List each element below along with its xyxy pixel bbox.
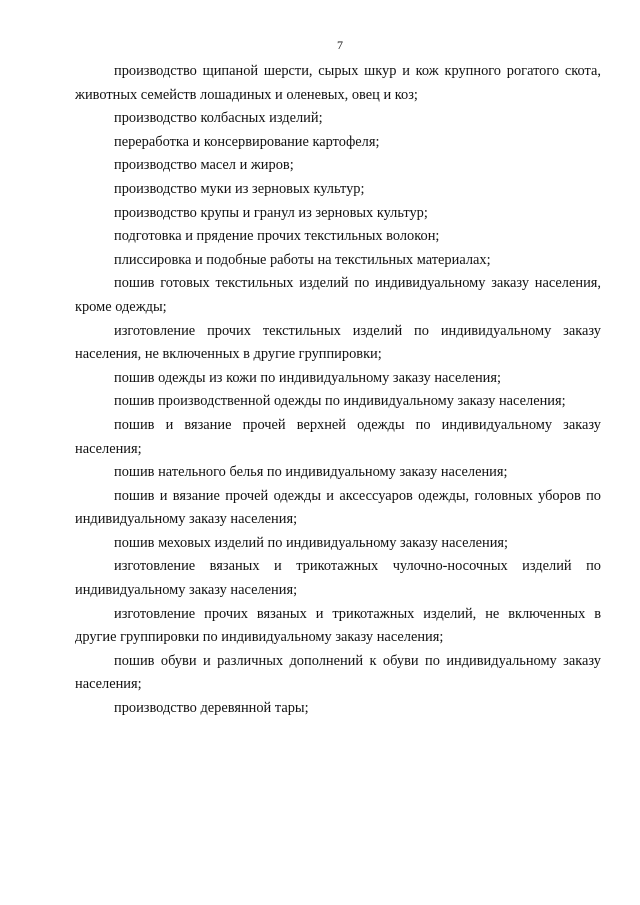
paragraph: изготовление вязаных и трикотажных чулочно-носочных изделий по индивидуальному заказу населения; [75,558,601,599]
paragraph: пошив нательного белья по индивидуальному заказу населения; [114,464,508,481]
paragraph: изготовление прочих текстильных изделий по индивидуальному заказу населения, не включенных в другие группировки; [75,322,601,363]
paragraph: подготовка и прядение прочих текстильных волокон; [114,228,440,245]
paragraph: пошив обуви и различных дополнений к обуви по индивидуальному заказу населения; [75,652,601,693]
paragraph: производство деревянной тары; [114,700,309,717]
paragraph: пошив меховых изделий по индивидуальному заказу населения; [114,534,509,551]
paragraph: изготовление прочих вязаных и трикотажных изделий, не включенных в другие группировки по индивидуальному заказу населения; [75,605,601,646]
paragraph: пошив производственной одежды по индивидуальному заказу населения; [114,393,566,410]
paragraph: производство крупы и гранул из зерновых культур; [114,204,428,221]
page-number: 7 [337,38,343,52]
paragraph: плиссировка и подобные работы на текстильных материалах; [114,251,491,268]
paragraph: производство масел и жиров; [114,157,294,174]
paragraph: производство муки из зерновых культур; [114,180,365,197]
paragraph: переработка и консервирование картофеля; [114,133,380,150]
paragraph: производство щипаной шерсти, сырых шкур и кож крупного рогатого скота, животных семейств лошадиных и оленевых, овец и коз; [75,63,601,103]
paragraph: пошив и вязание прочей одежды и аксессуаров одежды, головных уборов по индивидуальному заказу населения; [75,487,601,528]
paragraph: пошив готовых текстильных изделий по индивидуальному заказу населения, кроме одежды; [75,275,601,315]
paragraph: производство колбасных изделий; [114,110,323,127]
paragraph: пошив одежды из кожи по индивидуальному заказу населения; [114,369,501,386]
paragraph: пошив и вязание прочей верхней одежды по индивидуальному заказу населения; [75,416,601,457]
body-text [75,60,601,721]
